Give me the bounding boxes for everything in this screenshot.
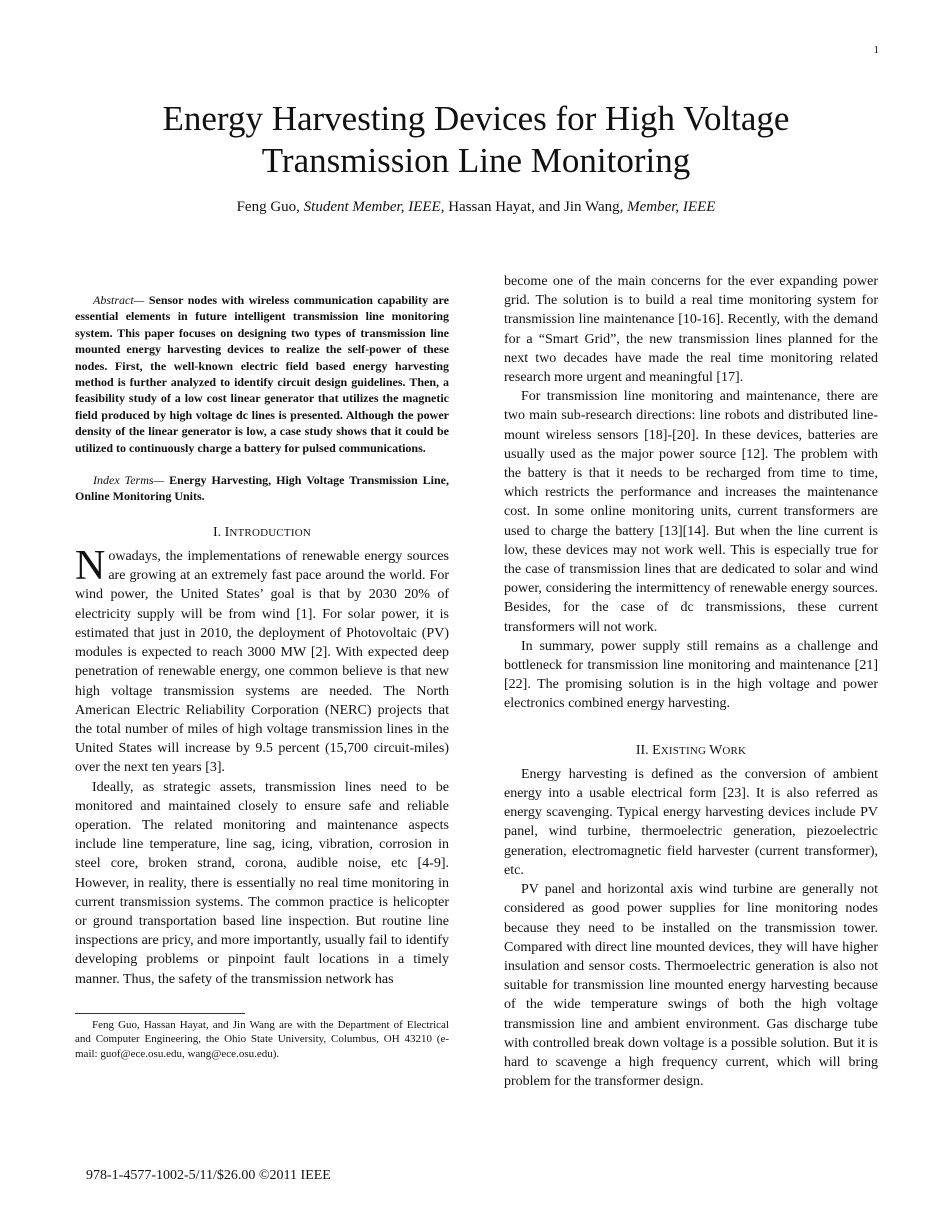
abstract-text: Sensor nodes with wireless communication capability are essential elements in future intelligent transmission line monitoring system. This paper focuses on designing two types of transmission line mounted energy harvesting devices to realize the self-power of these nodes. First, the well-known electric field based energy harvesting method is further analyzed to identify circuit design guidelines. Then, a feasibility study of a low cost linear generator that utilizes the magnetic field produced by high voltage dc lines is presented. Although the power density of the linear generator is low, a case study shows that it could be utilized to continuously charge a battery for pulsed communications. [75, 293, 449, 455]
section-title-rest-2: ORK [722, 744, 747, 757]
author-2-3: , Hassan Hayat, and Jin Wang [440, 199, 620, 215]
section-initial: E [652, 742, 661, 758]
title-line-1: Energy Harvesting Devices for High Voltage [162, 99, 790, 138]
isbn-copyright: 978-1-4577-1002-5/11/$26.00 ©2011 IEEE [86, 1168, 331, 1183]
page-number: 1 [873, 44, 879, 56]
title-line-2: Transmission Line Monitoring [261, 141, 691, 180]
paper-title [0, 98, 952, 182]
right-column [504, 272, 878, 1091]
index-terms-text: Energy Harvesting, High Voltage Transmission Line, Online Monitoring Units. [75, 473, 449, 504]
intro-paragraph-3: become one of the main concerns for the ever expanding power grid. The solution is to build a real time monitoring system for transmission line maintenance [10-16]. Recently, with the demand for a “Smart Grid”, the new transmission lines planned for the next two decades have made the real time monitoring related research more urgent and meaningful [17]. [504, 274, 878, 386]
author-list [0, 199, 952, 216]
author-footnote: Feng Guo, Hassan Hayat, and Jin Wang are with the Department of Electrical and Computer Engineering, the Ohio State University, Columbus, OH 43210 (e- mail: guof@ece.osu.edu, wang@ece.osu.edu). [75, 1018, 449, 1060]
section-numeral: I. [213, 524, 225, 540]
section-title-rest: NTRODUCTION [229, 526, 311, 539]
drop-cap: N [75, 543, 106, 590]
section-initial-2: W [709, 742, 723, 758]
existing-work-paragraph-1: Energy harvesting is defined as the conversion of ambient energy into a usable electrical form [23]. It is also referred as energy scavenging. Typical energy harvesting devices include PV panel, wind turbine, thermoelectric generation, piezoelectric generation, electromagnetic field harvester (current transformer), etc. [504, 766, 878, 878]
existing-work-paragraph-2: PV panel and horizontal axis wind turbine are generally not considered as good power supplies for line monitoring nodes because they need to be installed on the transmission tower. Compared with direct line mounted devices, they will have higher insulation and sensor costs. Thermoelectric generation is also not suitable for transmission line mounted energy harvesting because of the wide temperature swings of both the high voltage transmission line and ambient environment. Gas discharge tube with controlled break down voltage is a possible solution. But it is hard to scavenge a high frequency current, which will bring problem for the transformer design. [504, 882, 878, 1090]
index-terms-label: Index Terms— [93, 473, 165, 488]
abstract-label: Abstract— [93, 293, 145, 307]
section-heading-introduction [75, 523, 449, 543]
author-1-role: Student Member, IEEE [303, 199, 441, 215]
section-numeral: II. [635, 742, 653, 758]
index-terms [75, 472, 449, 505]
section-heading-existing-work [504, 741, 878, 761]
intro-paragraph-5: In summary, power supply still remains as a challenge and bottleneck for transmission line monitoring and maintenance [21][22]. The promising solution is in the high voltage and power electronics combined energy harvesting. [504, 638, 878, 712]
intro-paragraph-1-text: owadays, the implementations of renewable energy sources are growing at an extremely fast pace around the world. For wind power, the United States’ goal is that by 2030 20% of electricity supply will be from wind [1]. For solar power, it is estimated that just in 2010, the deployment of Photovoltaic (PV) modules is expected to reach 3000 MW [2]. With expected deep penetration of renewable energy, one common believe is that new high voltage transmission systems are needed. The North American Electric Reliability Corporation (NERC) projects that the total number of miles of high voltage transmission lines in the United States will increase by 9.5 percent (15,700 circuit-miles) over the next ten years [3]. [75, 549, 449, 776]
intro-paragraph-4: For transmission line monitoring and maintenance, there are two main sub-research directions: line robots and distributed line-mount wireless sensors [18]-[20]. In these devices, batteries are usually used as the major power source [12]. The problem with the battery is that it needs to be recharged from time to time, which restricts the performance and increases the maintenance cost. In some online monitoring units, current transformers are used to charge the battery [13][14]. But when the line current is low, these devices may not work well. This is especially true for the case of transmission lines that are dedicated to solar and wind power, considering the intermittency of renewable energy sources. Besides, for the case of dc transmissions, these current transformers will not work. [504, 389, 878, 635]
section-initial: I [224, 524, 230, 540]
author-1: Feng Guo, [236, 199, 304, 215]
intro-paragraph-1 [75, 543, 449, 777]
footnote-divider [75, 1013, 245, 1014]
left-column [75, 272, 449, 1061]
author-3-role: , Member, IEEE [619, 199, 716, 215]
abstract [75, 292, 449, 456]
section-title-rest: XISTING [660, 744, 710, 757]
intro-paragraph-2: Ideally, as strategic assets, transmission lines need to be monitored and maintained closely to ensure safe and reliable operation. The related monitoring and maintenance aspects include line temperature, line sag, icing, vibration, corrosion in steel core, broken strand, corona, audible noise, etc [4-9]. However, in reality, there is essentially no real time monitoring in current transmission systems. The common practice is helicopter or ground transportation based line inspection. But routine line inspections are pricy, and more importantly, usually fail to identify developing problems or pinpoint fault locations in a timely manner. Thus, the safety of the transmission network has [75, 779, 449, 987]
